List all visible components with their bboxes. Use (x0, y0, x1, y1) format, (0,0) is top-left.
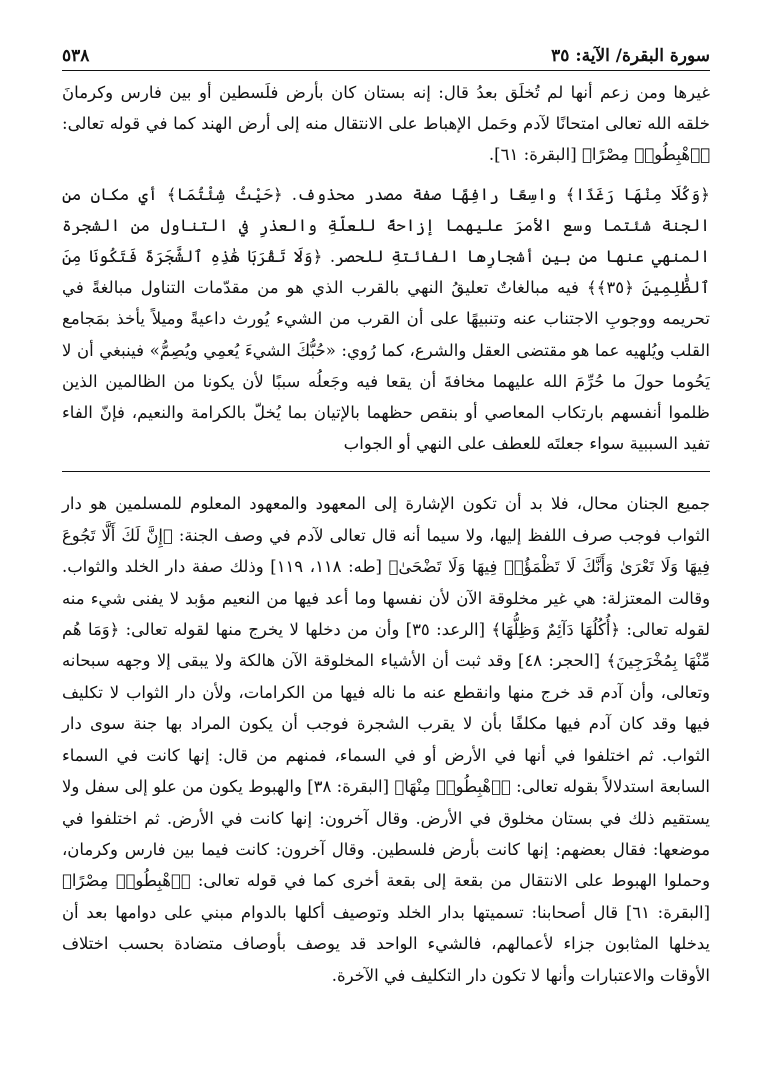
main-paragraph: ﴿وَكُلَا مِنْهَا رَغَدًا﴾ واسِعًا رافِهًا صفة مصدر محذوف. ﴿حَيْثُ شِئْتُمَا﴾ أي مكان من الجنة شئتما وسع الأمرَ عليهما إزاحةً للعلّةِ والعذرِ في التناول من الشجرة المنهي عنها من بين أشجارِها الفائتةِ للحصر. ﴿وَلَا تَقْرَبَا هَٰذِهِ ٱلشَّجَرَةَ فَتَكُونَا مِنَ ٱلظَّٰلِمِينَ ﴿٣٥﴾﴾ فيه مبالغاتٌ تعليقُ النهي بالقرب الذي هو من مقدّمات التناول مبالغةً في تحريمه ووجوبِ الاجتناب عنه وتنبيهًا على أن القرب من الشيء يُورث داعيةً وميلاً يأخذ بمَجامع القلب ويُلهيه عما هو مقتضى العقل والشرع، كما رُوي: «حُبُّكَ الشيءَ يُعمِي ويُصِمُّ» فينبغي أن لا يَحُوما حولَ ما حُرِّمَ الله عليهما مخافةَ أن يقعا فيه وجَعلُه سببًا لأن يكونا من الظالمين الذين ظلموا أنفسهم بارتكاب المعاصي أو بنقص حظهما بالإتيان بما يُخلّ بالكرامة والنعيم، فإنّ الفاء تفيد السببية سواء جعلتَه للعطف على النهي أو الجواب (62, 184, 710, 454)
surah-ayah-heading: سورة البقرة/ الآية: ٣٥ (551, 46, 710, 66)
page-header (62, 36, 710, 66)
book-page (62, 36, 710, 991)
main-text (62, 77, 710, 459)
footnote-rule (62, 471, 710, 472)
main-paragraph: غيرها ومن زعم أنها لم تُخلَق بعدُ قال: إنه بستان كان بأرض فلَسطين أو بين فارس وكرمانَ خلقه الله تعالى امتحانًا لآدم وحَمل الإهباط على الانتقال منه إلى أرض الهند كما في قوله تعالى: ﴿ٱهْبِطُوا۟ مِصْرًا﴾ [البقرة: ٦١]. (62, 83, 710, 165)
header-rule (62, 70, 710, 71)
page-number: ٥٣٨ (62, 46, 90, 66)
footnote-paragraph: جميع الجنان محال، فلا بد أن تكون الإشارة إلى المعهود والمعهود المعلوم للمسلمين هو دار الثواب فوجب صرف اللفظ إليها، ولا سيما أنه قال تعالى لآدم في وصف الجنة: ﴿إِنَّ لَكَ أَلَّا تَجُوعَ فِيهَا وَلَا تَعْرَىٰ وَأَنَّكَ لَا تَظْمَؤُا۟ فِيهَا وَلَا تَضْحَىٰ﴾ [طه: ١١٨، ١١٩] وذلك صفة دار الخلد والثواب. وقالت المعتزلة: هي غير مخلوقة الآن لأن نفسها وما أعد فيها من النعيم مؤبد لا يفنى شيء منه لقوله تعالى: ﴿أُكُلُهَا دَآئِمٌ وَظِلُّهَا﴾ [الرعد: ٣٥] وأن من دخلها لا يخرج منها لقوله تعالى: ﴿وَمَا هُم مِّنْهَا بِمُخْرَجِينَ﴾ [الحجر: ٤٨] وقد ثبت أن الأشياء المخلوقة الآن هالكة ولا يبقى إلا وجهه سبحانه وتعالى، وأن آدم قد خرج منها وانقطع عنه ما ناله فيها من الكرامات، ولأن دار الثواب لا تكليف فيها وقد كان آدم فيها مكلفًا بأن لا يقرب الشجرة فوجب أن يكون المراد بها جنة سوى دار الثواب. ثم اختلفوا في أنها في الأرض أو في السماء، فمنهم من قال: إنها كانت في السماء السابعة استدلالاً بقوله تعالى: ﴿ٱهْبِطُوا۟ مِنْهَا﴾ [البقرة: ٣٨] والهبوط يكون من علو إلى سفل ولا يستقيم ذلك في بستان مخلوق في الأرض. وقال آخرون: إنها كانت في الأرض. ثم اختلفوا في موضعها: فقال بعضهم: إنها كانت بأرض فلسطين. وقال آخرون: كانت فيما بين فارس وكرمان، وحملوا الهبوط على الانتقال من بقعة إلى بقعة أخرى كما في قوله تعالى: ﴿ٱهْبِطُوا۟ مِصْرًا﴾ [البقرة: ٦١] قال أصحابنا: تسميتها بدار الخلد وتوصيف أكلها بالدوام مبني على دوامها بعد أن يدخلها المثابون جزاء لأعمالهم، فالشيء الواحد قد يوصف بأوصاف متضادة بحسب اختلاف الأوقات والاعتبارات وأنها لا تكون دار التكليف في الآخرة. (62, 494, 711, 985)
footnote-text (62, 488, 710, 991)
